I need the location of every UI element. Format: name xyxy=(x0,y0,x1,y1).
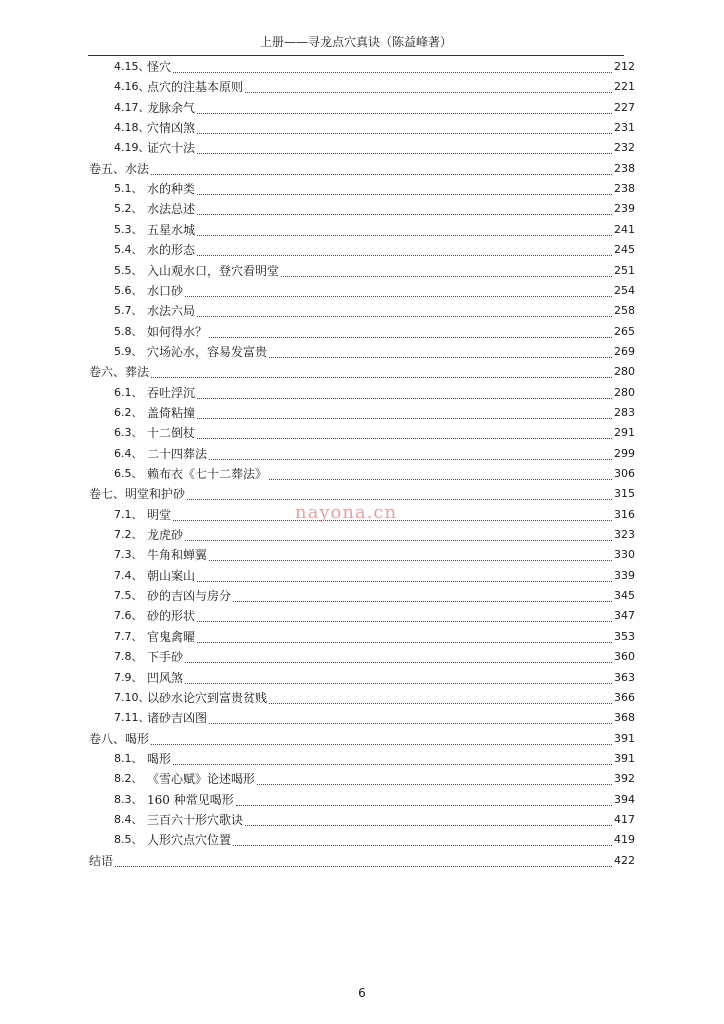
toc-entry-number: 7.8、 xyxy=(114,650,143,664)
toc-leader-dots xyxy=(209,459,612,460)
toc-entry-title: 卷六、葬法 xyxy=(89,365,150,380)
toc-entry-title: 160 种常见喝形 xyxy=(147,792,234,807)
toc-leader-dots xyxy=(197,581,612,582)
toc-entry-page: 339 xyxy=(614,568,635,582)
toc-entry-title: 龙脉余气 xyxy=(147,100,196,115)
toc-entry-number: 5.9、 xyxy=(114,344,143,358)
toc-entry-title: 如何得水？ xyxy=(147,324,208,339)
toc-entry-title: 卷七、明堂和护砂 xyxy=(89,487,186,502)
toc-section-entry xyxy=(0,708,724,728)
toc-entry-title: 赖布衣《七十二葬法》 xyxy=(147,467,268,481)
toc-leader-dots xyxy=(197,398,612,399)
toc-entry-title: 卷五、水法 xyxy=(89,161,150,176)
toc-entry-title: 人形穴点穴位置 xyxy=(147,833,232,848)
toc-leader-dots xyxy=(197,235,612,236)
toc-chapter-entry xyxy=(0,729,724,749)
toc-section-entry xyxy=(0,199,724,219)
toc-entry-page: 238 xyxy=(614,161,635,175)
toc-entry-page: 291 xyxy=(614,426,635,440)
toc-entry-number: 4.16、 xyxy=(114,80,150,94)
toc-entry-number: 7.4、 xyxy=(114,568,143,582)
toc-entry-number: 5.5、 xyxy=(114,263,143,277)
toc-section-entry xyxy=(0,383,724,403)
toc-leader-dots xyxy=(209,337,612,338)
toc-entry-page: 330 xyxy=(614,548,635,562)
watermark: nayona.cn xyxy=(295,502,398,523)
toc-section-entry xyxy=(0,179,724,199)
toc-leader-dots xyxy=(197,153,612,154)
toc-leader-dots xyxy=(197,214,612,215)
toc-entry-number: 6.4、 xyxy=(114,446,143,460)
toc-entry-title: 穴情凶煞 xyxy=(147,121,196,136)
toc-section-entry xyxy=(0,57,724,77)
toc-section-entry xyxy=(0,444,724,464)
page-number: 6 xyxy=(358,986,366,1000)
toc-entry-number: 7.6、 xyxy=(114,609,143,623)
toc-entry-page: 323 xyxy=(614,528,635,542)
toc-leader-dots xyxy=(269,357,612,358)
toc-entry-page: 394 xyxy=(614,792,635,806)
toc-chapter-entry xyxy=(0,362,724,382)
toc-entry-number: 4.15、 xyxy=(114,60,150,73)
toc-leader-dots xyxy=(281,276,612,277)
toc-entry-page: 353 xyxy=(614,629,635,643)
toc-leader-dots xyxy=(236,805,612,806)
toc-entry-title: 龙虎砂 xyxy=(147,528,184,543)
toc-entry-number: 6.3、 xyxy=(114,426,143,440)
toc-entry-page: 391 xyxy=(614,731,635,745)
toc-entry-number: 7.5、 xyxy=(114,589,143,603)
toc-entry-page: 221 xyxy=(614,80,635,94)
toc-entry-page: 227 xyxy=(614,100,635,114)
toc-entry-page: 316 xyxy=(614,507,635,521)
toc-entry-title: 卷八、喝形 xyxy=(89,731,150,746)
toc-section-entry xyxy=(0,423,724,443)
toc-entry-number: 8.1、 xyxy=(114,751,143,765)
toc-entry-title: 以砂水论穴到富贵贫贱 xyxy=(147,690,268,705)
toc-entry-title: 砂的吉凶与房分 xyxy=(147,589,232,604)
toc-entry-title: 五星水城 xyxy=(147,222,196,237)
toc-entry-page: 212 xyxy=(614,60,635,73)
toc-entry-page: 363 xyxy=(614,670,635,684)
toc-entry-title: 官鬼禽曜 xyxy=(147,629,196,644)
toc-leader-dots xyxy=(233,845,612,846)
toc-chapter-entry xyxy=(0,851,724,871)
toc-leader-dots xyxy=(197,316,612,317)
toc-entry-number: 7.2、 xyxy=(114,528,143,542)
toc-entry-title: 水法总述 xyxy=(147,202,196,217)
toc-entry-number: 5.2、 xyxy=(114,202,143,216)
toc-entry-number: 7.11、 xyxy=(114,711,150,725)
toc-entry-page: 283 xyxy=(614,405,635,419)
toc-leader-dots xyxy=(185,683,612,684)
toc-entry-title: 水法六局 xyxy=(147,304,196,319)
toc-leader-dots xyxy=(269,703,612,704)
toc-entry-title: 入山观水口，登穴看明堂 xyxy=(147,263,280,278)
toc-section-entry xyxy=(0,688,724,708)
toc-entry-page: 347 xyxy=(614,609,635,623)
toc-leader-dots xyxy=(185,662,612,663)
toc-entry-number: 5.4、 xyxy=(114,243,143,257)
toc-leader-dots xyxy=(185,296,612,297)
toc-entry-page: 239 xyxy=(614,202,635,216)
toc-leader-dots xyxy=(185,540,612,541)
toc-section-entry xyxy=(0,301,724,321)
toc-leader-dots xyxy=(151,174,612,175)
toc-entry-page: 368 xyxy=(614,711,635,725)
toc-leader-dots xyxy=(245,825,612,826)
toc-entry-title: 三百六十形穴歌诀 xyxy=(147,812,244,827)
toc-section-entry xyxy=(0,627,724,647)
toc-leader-dots xyxy=(197,642,612,643)
toc-entry-number: 5.3、 xyxy=(114,222,143,236)
toc-entry-number: 8.5、 xyxy=(114,833,143,847)
toc-entry-title: 十二倒杖 xyxy=(147,426,196,441)
toc-entry-page: 419 xyxy=(614,833,635,847)
toc-leader-dots xyxy=(197,194,612,195)
toc-section-entry xyxy=(0,98,724,118)
toc-leader-dots xyxy=(187,499,612,500)
toc-section-entry xyxy=(0,790,724,810)
toc-section-entry xyxy=(0,77,724,97)
toc-entry-page: 391 xyxy=(614,751,635,765)
toc-entry-number: 4.18、 xyxy=(114,121,150,135)
toc-entry-number: 8.3、 xyxy=(114,792,143,806)
toc-entry-number: 6.2、 xyxy=(114,405,143,419)
toc-entry-page: 306 xyxy=(614,467,635,480)
toc-entry-number: 5.6、 xyxy=(114,283,143,297)
toc-section-entry xyxy=(0,586,724,606)
toc-entry-number: 5.8、 xyxy=(114,324,143,338)
toc-entry-number: 6.5、 xyxy=(114,467,143,480)
toc-section-entry xyxy=(0,138,724,158)
toc-entry-page: 422 xyxy=(614,853,635,867)
toc-entry-page: 232 xyxy=(614,141,635,155)
toc-leader-dots xyxy=(115,866,612,867)
toc-entry-title: 凹风煞 xyxy=(147,670,184,685)
toc-entry-title: 牛角和蝉翼 xyxy=(147,548,208,563)
toc-section-entry xyxy=(0,261,724,281)
toc-entry-number: 7.9、 xyxy=(114,670,143,684)
toc-entry-number: 4.17、 xyxy=(114,100,150,114)
toc-entry-title: 砂的形状 xyxy=(147,609,196,624)
toc-entry-page: 254 xyxy=(614,283,635,297)
toc-entry-title: 下手砂 xyxy=(147,650,184,665)
toc-entry-title: 穴场沁水，容易发富贵 xyxy=(147,344,268,359)
toc-section-entry xyxy=(0,322,724,342)
toc-entry-page: 231 xyxy=(614,121,635,135)
toc-entry-number: 4.19、 xyxy=(114,141,150,155)
toc-leader-dots xyxy=(197,621,612,622)
toc-leader-dots xyxy=(197,255,612,256)
toc-leader-dots xyxy=(197,418,612,419)
toc-entry-title: 怪穴 xyxy=(147,60,172,74)
toc-leader-dots xyxy=(233,601,612,602)
toc-entry-number: 8.2、 xyxy=(114,772,143,786)
toc-entry-title: 结语 xyxy=(89,853,114,868)
toc-entry-page: 251 xyxy=(614,263,635,277)
toc-leader-dots xyxy=(197,113,612,114)
toc-section-entry xyxy=(0,403,724,423)
toc-section-entry xyxy=(0,606,724,626)
toc-entry-page: 280 xyxy=(614,385,635,399)
toc-entry-page: 238 xyxy=(614,182,635,196)
toc-entry-page: 315 xyxy=(614,487,635,501)
toc-leader-dots xyxy=(209,560,612,561)
toc-chapter-entry xyxy=(0,159,724,179)
toc-section-entry xyxy=(0,749,724,769)
toc-leader-dots xyxy=(197,133,612,134)
toc-leader-dots xyxy=(173,764,612,765)
toc-section-entry xyxy=(0,566,724,586)
toc-entry-title: 诸砂吉凶图 xyxy=(147,711,208,726)
toc-leader-dots xyxy=(257,784,612,785)
toc-section-entry xyxy=(0,810,724,830)
toc-entry-page: 269 xyxy=(614,344,635,358)
toc-entry-title: 《雪心赋》论述喝形 xyxy=(147,772,256,787)
toc-entry-number: 7.3、 xyxy=(114,548,143,562)
toc-section-entry xyxy=(0,118,724,138)
toc-entry-page: 417 xyxy=(614,812,635,826)
toc-entry-title: 喝形 xyxy=(147,751,172,766)
toc-section-entry xyxy=(0,342,724,362)
toc-entry-page: 258 xyxy=(614,304,635,318)
toc-entry-page: 245 xyxy=(614,243,635,257)
toc-leader-dots xyxy=(173,72,612,73)
toc-entry-number: 5.7、 xyxy=(114,304,143,318)
toc-entry-page: 360 xyxy=(614,650,635,664)
toc-entry-title: 朝山案山 xyxy=(147,568,196,583)
toc-entry-title: 明堂 xyxy=(147,507,172,522)
toc-section-entry xyxy=(0,647,724,667)
toc-leader-dots xyxy=(151,377,612,378)
toc-entry-title: 点穴的注基本原则 xyxy=(147,80,244,95)
toc-leader-dots xyxy=(209,723,612,724)
toc-entry-number: 7.10、 xyxy=(114,690,150,704)
toc-entry-title: 二十四葬法 xyxy=(147,446,208,461)
toc-entry-page: 265 xyxy=(614,324,635,338)
toc-section-entry xyxy=(0,464,724,484)
header-rule xyxy=(88,55,624,56)
toc-entry-page: 280 xyxy=(614,365,635,379)
toc-section-entry xyxy=(0,525,724,545)
toc-entry-number: 7.7、 xyxy=(114,629,143,643)
toc-entry-page: 392 xyxy=(614,772,635,786)
running-header: 上册——寻龙点穴真诀（陈益峰著） xyxy=(259,35,452,49)
toc-entry-number: 6.1、 xyxy=(114,385,143,399)
toc-entry-title: 水口砂 xyxy=(147,283,184,298)
toc-section-entry xyxy=(0,769,724,789)
toc-entry-title: 吞吐浮沉 xyxy=(147,385,196,400)
toc-entry-title: 盖倚粘撞 xyxy=(147,405,196,420)
toc-entry-title: 水的种类 xyxy=(147,182,196,197)
toc-leader-dots xyxy=(245,92,612,93)
toc-entry-page: 241 xyxy=(614,222,635,236)
toc-entry-title: 证穴十法 xyxy=(147,141,196,156)
toc-section-entry xyxy=(0,668,724,688)
toc-entry-number: 7.1、 xyxy=(114,507,143,521)
toc-section-entry xyxy=(0,220,724,240)
toc-entry-title: 水的形态 xyxy=(147,243,196,258)
toc-leader-dots xyxy=(197,438,612,439)
toc-entry-page: 366 xyxy=(614,690,635,704)
toc-section-entry xyxy=(0,240,724,260)
toc-entry-page: 299 xyxy=(614,446,635,460)
toc-leader-dots xyxy=(269,479,612,480)
toc-entry-number: 5.1、 xyxy=(114,182,143,196)
toc-entry-page: 345 xyxy=(614,589,635,603)
toc-section-entry xyxy=(0,830,724,850)
toc-section-entry xyxy=(0,281,724,301)
toc-entry-number: 8.4、 xyxy=(114,812,143,826)
toc-section-entry xyxy=(0,545,724,565)
toc-leader-dots xyxy=(151,744,612,745)
